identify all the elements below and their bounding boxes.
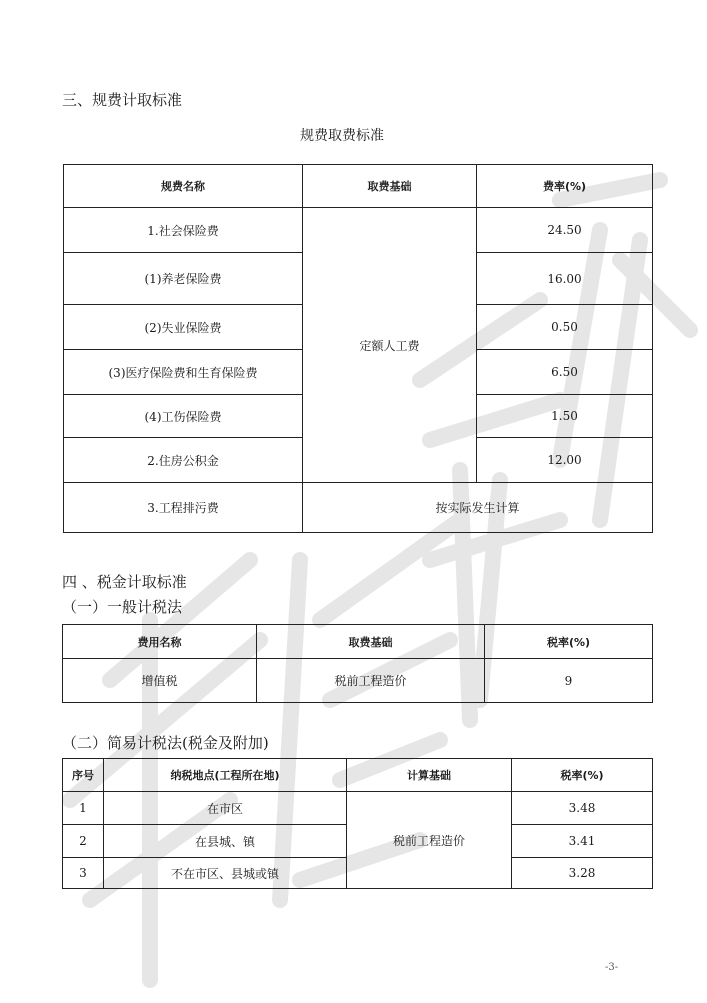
fee-row-name: (2)失业保险费 [144,320,222,335]
simple-tax-place: 在市区 [206,801,243,816]
simple-tax-header-rate: 税率(%) [560,769,604,782]
fee-last-row-name: 3.工程排污费 [147,501,219,515]
simple-tax-header-no: 序号 [72,769,94,782]
section4-heading: 四 、税金计取标准 [62,573,187,591]
page-number: -3- [605,962,619,973]
fee-table-header-name: 规费名称 [161,180,205,193]
fee-last-row-basis: 按实际发生计算 [435,501,520,515]
fee-row-rate: 24.50 [547,223,582,237]
simple-tax-place: 在县城、镇 [194,834,255,849]
general-tax-heading: （一）一般计税法 [62,598,183,616]
fee-row-name: 2.住房公积金 [147,453,219,468]
fee-row-name: (3)医疗保险费和生育保险费 [108,365,258,380]
simple-tax-rate: 3.28 [568,866,596,880]
simple-tax-heading: （二）简易计税法(税金及附加) [62,734,269,752]
fee-table-title: 规费取费标准 [300,128,384,144]
fee-merged-basis: 定额人工费 [359,338,420,353]
general-tax-header-rate: 税率(%) [546,635,591,649]
fee-row-name: (4)工伤保险费 [144,409,222,424]
simple-tax-merged-basis: 税前工程造价 [392,833,465,848]
simple-tax-header-place: 纳税地点(工程所在地) [170,769,280,782]
simple-tax-no: 3 [79,866,87,880]
fee-table-header-basis: 取费基础 [367,180,412,193]
simple-tax-rate: 3.41 [568,834,596,848]
simple-tax-rate: 3.48 [568,801,596,815]
fee-table-header-rate: 费率(%) [542,180,587,193]
fee-row-name: (1)养老保险费 [144,272,222,286]
fee-row-rate: 16.00 [547,271,582,286]
fee-row-rate: 12.00 [547,453,582,467]
fee-row-rate: 1.50 [551,409,578,423]
general-tax-basis: 税前工程造价 [334,674,407,688]
simple-tax-no: 2 [79,834,87,848]
fee-row-name: 1.社会保险费 [147,223,219,238]
simple-tax-no: 1 [79,801,87,815]
simple-tax-header-basis: 计算基础 [407,769,451,782]
fee-row-rate: 6.50 [551,365,578,379]
general-tax-name: 增值税 [141,674,178,688]
section3-heading: 三、规费计取标准 [62,91,183,109]
general-tax-header-basis: 取费基础 [348,635,393,649]
simple-tax-place: 不在市区、县城或镇 [170,866,279,881]
general-tax-header-name: 费用名称 [137,635,182,649]
general-tax-rate: 9 [564,673,573,688]
fee-row-rate: 0.50 [551,320,578,334]
